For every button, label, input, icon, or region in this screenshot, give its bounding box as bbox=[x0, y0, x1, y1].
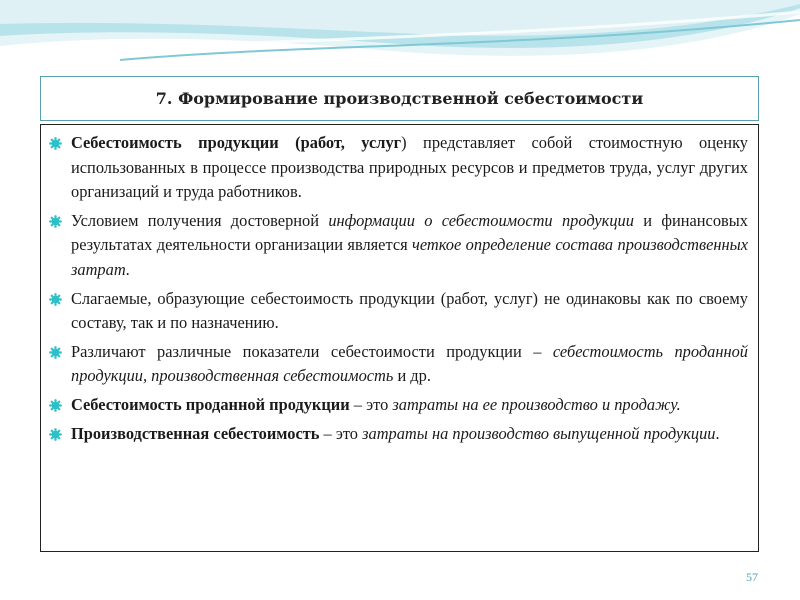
bullet-text-segment: Слагаемые, образующие себестоимость продукции (работ, услуг) не одинаковы как по своему составу, так и по назначению. bbox=[71, 288, 748, 333]
bullet-text-segment: затраты на ее производство и продажу. bbox=[392, 394, 681, 414]
bullet-text-segment: – это bbox=[319, 423, 363, 443]
bullet-item bbox=[49, 422, 748, 447]
bullet-text-segment: себестоимость проданной продукции, производственная себестоимость bbox=[71, 341, 748, 386]
bullet-item bbox=[49, 131, 748, 205]
bullet-text-segment: ) представляет собой стоимостную оценку использованных в процессе производства природных ресурсов и предметов труда, услуг других организаций и труда работников. bbox=[71, 133, 748, 202]
bullet-text-segment: . bbox=[125, 259, 130, 279]
bullet-text-segment: и др. bbox=[393, 366, 431, 386]
bullet-text-segment: затраты на производство выпущенной продукции bbox=[362, 423, 716, 443]
bullet-marker-icon bbox=[49, 215, 62, 228]
title-box bbox=[40, 76, 759, 121]
bullet-marker-icon bbox=[49, 428, 62, 441]
bullet-text-segment: Себестоимость проданной продукции bbox=[71, 394, 350, 414]
bullet-text-segment: и финансовых результатах деятельности организации является bbox=[71, 210, 748, 255]
bullet-marker-icon bbox=[49, 346, 62, 359]
bullet-text-segment: Условием получения достоверной bbox=[71, 210, 329, 230]
bullet-text-segment: – это bbox=[349, 394, 393, 414]
content-box bbox=[40, 124, 759, 552]
bullet-text-segment: . bbox=[715, 423, 720, 443]
bullet-item bbox=[49, 393, 748, 418]
bullet-item bbox=[49, 209, 748, 283]
bullet-text-segment: Производственная себестоимость bbox=[71, 423, 320, 443]
slide-title: 7. Формирование производственной себестоимости bbox=[155, 89, 644, 108]
bullet-text-segment: четкое определение состава производственных затрат bbox=[71, 235, 748, 279]
bullet-item bbox=[49, 287, 748, 336]
wave-header-decoration bbox=[0, 0, 800, 80]
bullet-marker-icon bbox=[49, 137, 62, 150]
bullet-marker-icon bbox=[49, 399, 62, 412]
bullet-text-segment: информации о себестоимости продукции bbox=[328, 210, 634, 230]
bullet-item bbox=[49, 340, 748, 389]
bullet-text-segment: Различают различные показатели себестоимости продукции – bbox=[71, 341, 553, 361]
page-number: 57 bbox=[746, 570, 758, 584]
bullet-list bbox=[49, 131, 748, 446]
bullet-text-segment: Себестоимость продукции (работ, услуг bbox=[71, 133, 402, 152]
bullet-marker-icon bbox=[49, 293, 62, 306]
